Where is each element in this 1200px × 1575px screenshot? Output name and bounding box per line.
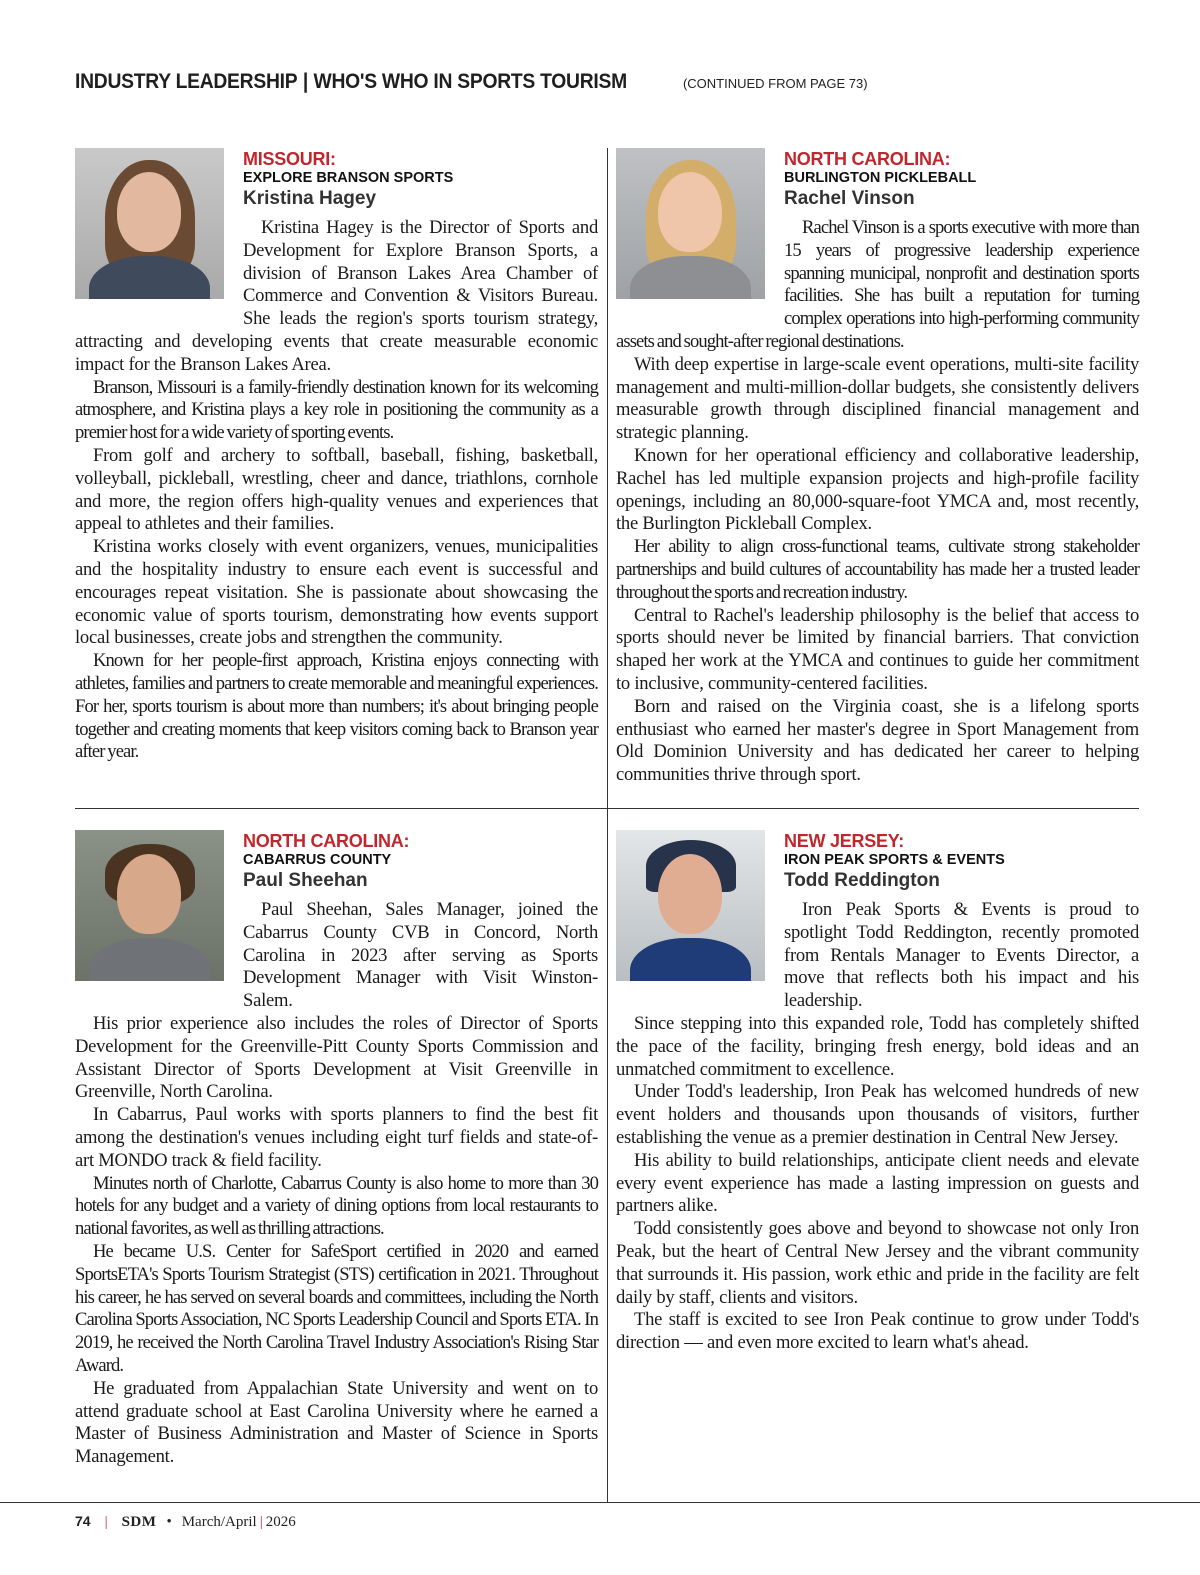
page-header: [75, 70, 1145, 102]
section-title: WHO'S WHO IN SPORTS TOURISM: [313, 70, 627, 93]
section-label: INDUSTRY LEADERSHIP: [75, 70, 298, 93]
profile-paragraph: Born and raised on the Virginia coast, she is a lifelong sports enthusiast who earned her master's degree in Sport Management from Old Dominion University and has dedicated her career to helping communities thrive through sport.: [616, 695, 1139, 786]
profile-name: Todd Reddington: [784, 870, 940, 891]
page-number: 74: [75, 1513, 91, 1529]
profile-paragraph: He graduated from Appalachian State University and went on to attend graduate school at East Carolina University where he earned a Master of Business Administration and Master of Science in Sports Management.: [75, 1377, 598, 1468]
profile-name: Kristina Hagey: [243, 188, 377, 209]
profile-paragraph: Under Todd's leadership, Iron Peak has welcomed hundreds of new event holders and thousands upon thousands of visitors, further establishing the venue as a premier destination in Central New Jersey.: [616, 1081, 1139, 1148]
portrait-photo: [75, 830, 224, 981]
page-footer: [75, 1513, 296, 1531]
section-header: [75, 70, 627, 94]
profile-paragraph: Known for her people-first approach, Kristina enjoys connecting with athletes, families and partners to create memorable and meaningful experiences. For her, sports tourism is about more than numbers; it's about bringing people together and creating moments that keep visitors coming back to Branson year after year.: [75, 650, 598, 763]
issue-year: 2026: [265, 1514, 296, 1530]
profile-paragraph: From golf and archery to softball, baseball, fishing, basketball, volleyball, pickleball, wrestling, cheer and dance, triathlons, cornhole and more, the region offers high-quality venues and experiences that appeal to athletes and their families.: [75, 444, 598, 535]
profile-name: Paul Sheehan: [243, 870, 368, 891]
profile-todd-reddington: [616, 830, 1139, 1355]
footer-separator: |: [104, 1514, 108, 1530]
profile-paragraph: Known for her operational efficiency and collaborative leadership, Rachel has led multiple expansion projects and high-profile facility openings, including an 80,000-square-foot YMCA and, most recently, the Burlington Pickleball Complex.: [616, 444, 1139, 535]
profile-paragraph: In Cabarrus, Paul works with sports planners to find the best fit among the destination's venues including eight turf fields and state-of-art MONDO track & field facility.: [75, 1104, 598, 1171]
magazine-name: SDM: [121, 1514, 157, 1530]
portrait-photo: [616, 830, 765, 981]
profile-paragraph: Branson, Missouri is a family-friendly destination known for its welcoming atmosphere, and Kristina plays a key role in positioning the community as a premier host for a wide variety of sporting events.: [75, 376, 598, 444]
continued-note: (CONTINUED FROM PAGE 73): [682, 76, 868, 91]
profile-paragraph: The staff is excited to see Iron Peak continue to grow under Todd's direction — and even more excited to learn what's ahead.: [616, 1309, 1139, 1354]
profile-paragraph: His ability to build relationships, anticipate client needs and elevate every event experience has made a lasting impression on guests and partners alike.: [616, 1149, 1139, 1217]
profile-state: NORTH CAROLINA:: [243, 831, 410, 851]
header-separator: |: [302, 70, 308, 93]
column-divider: [607, 148, 608, 1502]
portrait-photo: [75, 148, 224, 299]
profile-paul-sheehan: [75, 830, 598, 1469]
profile-organization: CABARRUS COUNTY: [243, 852, 392, 868]
profile-organization: EXPLORE BRANSON SPORTS: [243, 170, 454, 186]
profile-paragraph: He became U.S. Center for SafeSport certified in 2020 and earned SportsETA's Sports Tourism Strategist (STS) certification in 2021. Throughout his career, he has served on several boards and committees, including the North Carolina Sports Association, NC Sports Leadership Council and Sports ETA. In 2019, he received the North Carolina Travel Industry Association's Rising Star Award.: [75, 1240, 598, 1376]
profile-paragraph: Minutes north of Charlotte, Cabarrus County is also home to more than 30 hotels for any budget and a variety of dining options from local restaurants to national favorites, as well as thrilling attractions.: [75, 1172, 598, 1240]
profile-state: NEW JERSEY:: [784, 831, 904, 851]
profile-paragraph: Since stepping into this expanded role, Todd has completely shifted the pace of the facility, bringing fresh energy, bold ideas and an unmatched commitment to excellence.: [616, 1012, 1139, 1080]
issue-label: March/April: [181, 1514, 257, 1530]
profile-paragraph: Rachel Vinson is a sports executive with more than 15 years of progressive leadership experience spanning municipal, nonprofit and destination sports facilities. She has built a reputation for turning complex operations into high-performing community assets and sought-after regional destinations.: [616, 217, 1139, 352]
profile-name: Rachel Vinson: [784, 188, 915, 209]
profile-paragraph: Central to Rachel's leadership philosophy is the belief that access to sports should never be limited by financial barriers. That conviction shaped her work at the YMCA and continues to guide her commitment to inclusive, community-centered facilities.: [616, 604, 1139, 694]
profile-paragraph: Paul Sheehan, Sales Manager, joined the Cabarrus County CVB in Concord, North Carolina in 2023 after serving as Sports Development Manager with Visit Winston-Salem.: [243, 899, 598, 1012]
row-divider: [75, 808, 1139, 809]
profile-paragraph: Kristina works closely with event organizers, venues, municipalities and the hospitality industry to ensure each event is successful and encourages repeat visitation. She is passionate about showcasing the economic value of sports tourism, demonstrating how events support local businesses, create jobs and strengthen the community.: [75, 536, 598, 649]
profile-rachel-vinson: [616, 148, 1139, 787]
profile-paragraph: Her ability to align cross-functional teams, cultivate strong stakeholder partnerships and build cultures of accountability has made her a trusted leader throughout the sports and recreation industry.: [616, 536, 1139, 603]
profile-state: MISSOURI:: [243, 149, 336, 169]
profile-organization: BURLINGTON PICKLEBALL: [784, 170, 977, 186]
profile-paragraph: Iron Peak Sports & Events is proud to spotlight Todd Reddington, recently promoted from Rentals Manager to Events Director, a move that reflects both his impact and his leadership.: [784, 899, 1139, 1012]
footer-divider: [0, 1502, 1200, 1503]
profile-organization: IRON PEAK SPORTS & EVENTS: [784, 852, 1005, 868]
profile-paragraph: Todd consistently goes above and beyond to showcase not only Iron Peak, but the heart of Central New Jersey and the vibrant community that surrounds it. His passion, work ethic and pride in the facility are felt daily by staff, clients and visitors.: [616, 1218, 1139, 1308]
profile-state: NORTH CAROLINA:: [784, 149, 951, 169]
profile-paragraph: With deep expertise in large-scale event operations, multi-site facility management and multi-million-dollar budgets, she consistently delivers measurable growth through disciplined financial management and strategic planning.: [616, 353, 1139, 444]
profile-paragraph: His prior experience also includes the roles of Director of Sports Development for the Greenville-Pitt County Sports Commission and Assistant Director of Sports Development at Visit Greenville in Greenville, North Carolina.: [75, 1012, 598, 1103]
profile-paragraph: Kristina Hagey is the Director of Sports and Development for Explore Branson Sports, a division of Branson Lakes Area Chamber of Commerce and Convention & Visitors Bureau. She leads the region's sports tourism strategy, attracting and developing events that create measurable economic impact for the Branson Lakes Area.: [75, 217, 598, 375]
profile-kristina-hagey: [75, 148, 598, 764]
footer-separator: |: [259, 1514, 263, 1530]
footer-bullet: •: [166, 1514, 172, 1530]
portrait-photo: [616, 148, 765, 299]
